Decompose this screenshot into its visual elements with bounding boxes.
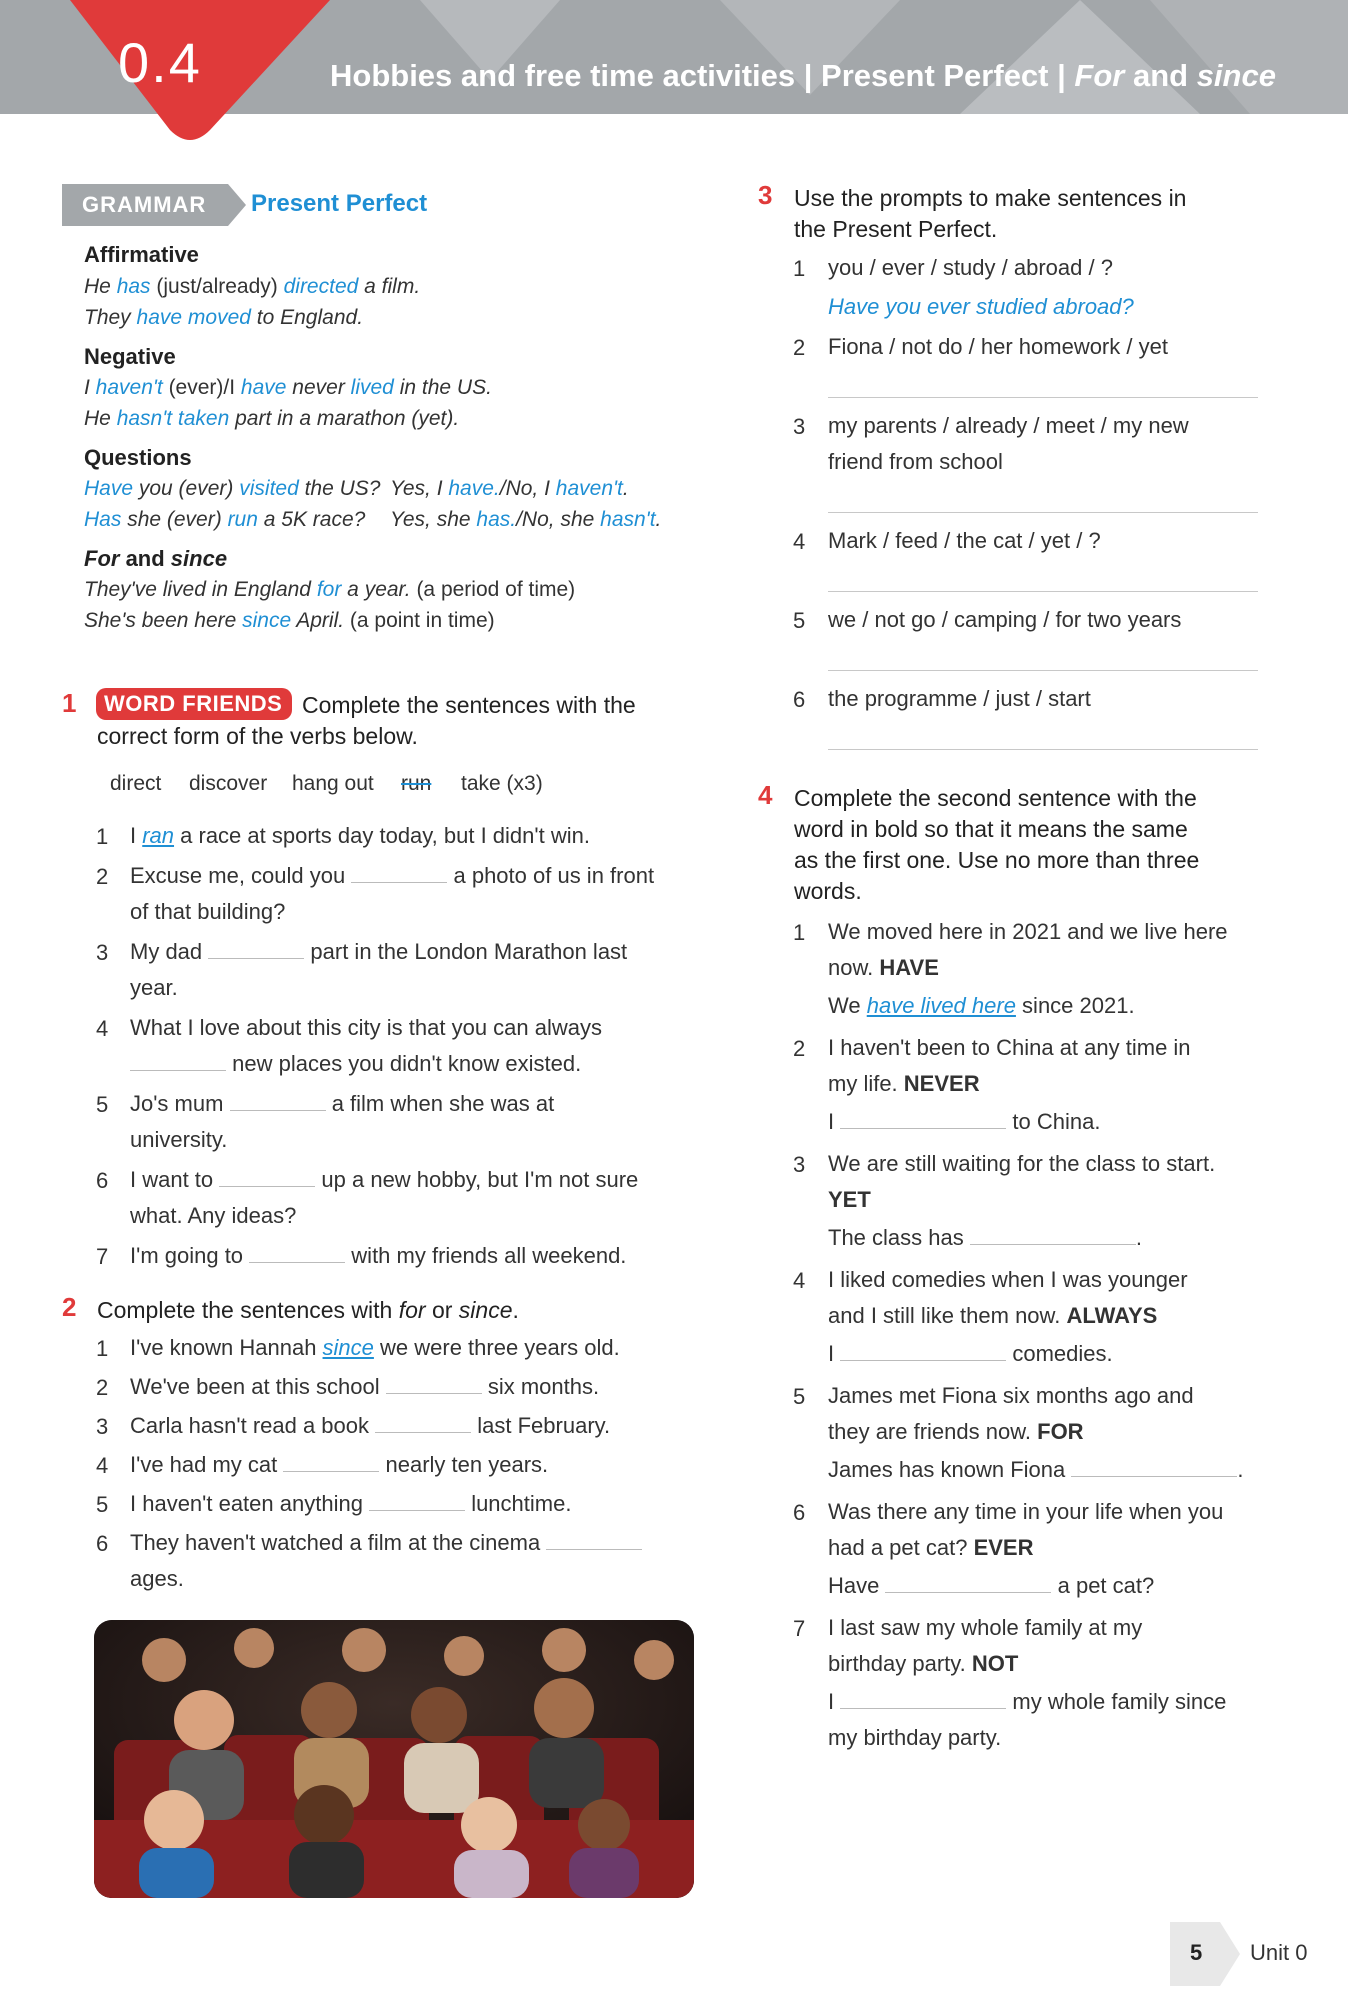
exercise-4-instruction-2: word in bold so that it means the same bbox=[794, 816, 1188, 842]
ex1-item-1: I ran a race at sports day today, but I didn't win. bbox=[130, 823, 590, 848]
ex1-item-6-cont: what. Any ideas? bbox=[130, 1203, 297, 1228]
ex3-item-1: you / ever / study / abroad / ? bbox=[828, 255, 1113, 280]
exercise-4-instruction-1: Complete the second sentence with the bbox=[794, 785, 1197, 811]
ex2-item-2: We've been at this school six months. bbox=[130, 1374, 600, 1399]
ex4-item-1-answer: We have lived here since 2021. bbox=[828, 993, 1135, 1018]
ex1-item-2-cont: of that building? bbox=[130, 899, 286, 924]
for-since-line-1: They've lived in England for a year. (a period of time) bbox=[84, 578, 576, 601]
ex4-item-2-number: 2 bbox=[793, 1036, 806, 1061]
cinema-audience-photo bbox=[94, 1620, 694, 1898]
affirmative-heading: Affirmative bbox=[84, 242, 199, 267]
ex4-item-4-number: 4 bbox=[793, 1268, 806, 1293]
ex4-item-1-number: 1 bbox=[793, 920, 806, 945]
ex3-item-6-number: 6 bbox=[793, 687, 806, 712]
ex1-item-6-number: 6 bbox=[96, 1168, 109, 1193]
exercise-4-instruction-4: words. bbox=[794, 878, 862, 904]
exercise-3-instruction-2: the Present Perfect. bbox=[794, 216, 998, 242]
ex1-item-7-gap[interactable] bbox=[249, 1261, 345, 1263]
ex4-item-5-cont: they are friends now. FOR bbox=[828, 1419, 1084, 1444]
ex2-item-2-number: 2 bbox=[96, 1375, 109, 1400]
ex4-item-6-number: 6 bbox=[793, 1500, 806, 1525]
ex4-item-7-answer: I my whole family since bbox=[828, 1689, 1227, 1714]
ex1-item-6-gap[interactable] bbox=[219, 1185, 315, 1187]
ex3-item-4: Mark / feed / the cat / yet / ? bbox=[828, 528, 1101, 553]
exercise-4-number: 4 bbox=[758, 780, 773, 810]
negative-line-2: He hasn't taken part in a marathon (yet). bbox=[84, 407, 460, 430]
ex4-item-1: We moved here in 2021 and we live here bbox=[828, 919, 1228, 944]
ex4-item-3-gap[interactable] bbox=[970, 1243, 1136, 1245]
ex4-item-4-gap[interactable] bbox=[840, 1359, 1006, 1361]
ex4-item-7: I last saw my whole family at my bbox=[828, 1615, 1143, 1640]
page-number-badge bbox=[1170, 1922, 1240, 1986]
ex3-item-5: we / not go / camping / for two years bbox=[828, 607, 1182, 632]
ex1-item-6: I want to up a new hobby, but I'm not sure bbox=[130, 1167, 639, 1192]
ex1-item-3-number: 3 bbox=[96, 940, 109, 965]
ex1-item-2: Excuse me, could you a photo of us in front bbox=[130, 863, 655, 888]
ex1-item-4-number: 4 bbox=[96, 1016, 109, 1041]
ex4-item-3-answer: The class has . bbox=[828, 1225, 1142, 1250]
for-since-line-2: She's been here since April. (a point in time) bbox=[84, 609, 495, 632]
grammar-title: Present Perfect bbox=[251, 190, 428, 217]
ex3-item-2-number: 2 bbox=[793, 335, 806, 360]
negative-line-1: I haven't (ever)/I have never lived in the US. bbox=[84, 376, 492, 399]
word-run: run bbox=[401, 772, 432, 795]
ex4-item-2: I haven't been to China at any time in bbox=[828, 1035, 1191, 1060]
ex2-item-3-gap[interactable] bbox=[375, 1431, 471, 1433]
ex1-item-4: What I love about this city is that you can always bbox=[130, 1015, 603, 1040]
ex4-item-6-answer: Have a pet cat? bbox=[828, 1573, 1155, 1598]
ex4-item-3: We are still waiting for the class to start. bbox=[828, 1151, 1216, 1176]
word-friends-label: WORD FRIENDS bbox=[104, 691, 283, 716]
ex2-item-5: I haven't eaten anything lunchtime. bbox=[130, 1491, 572, 1516]
ex4-item-5: James met Fiona six months ago and bbox=[828, 1383, 1194, 1408]
ex3-item-6-answer-line[interactable] bbox=[828, 749, 1258, 750]
ex4-item-5-gap[interactable] bbox=[1071, 1475, 1237, 1477]
ex3-item-6: the programme / just / start bbox=[828, 686, 1091, 711]
ex2-item-4: I've had my cat nearly ten years. bbox=[130, 1452, 549, 1477]
affirmative-line-1: He has (just/already) directed a film. bbox=[84, 275, 421, 298]
ex2-item-1-number: 1 bbox=[96, 1336, 109, 1361]
ex4-item-2-cont: my life. NEVER bbox=[828, 1071, 980, 1096]
exercise-1-number: 1 bbox=[62, 688, 77, 718]
ex3-item-2-answer-line[interactable] bbox=[828, 397, 1258, 398]
ex4-item-6-gap[interactable] bbox=[885, 1591, 1051, 1593]
ex3-item-1-answer: Have you ever studied abroad? bbox=[828, 294, 1134, 319]
questions-heading: Questions bbox=[84, 445, 192, 470]
ex3-item-2: Fiona / not do / her homework / yet bbox=[828, 334, 1168, 359]
ex1-item-4-cont: new places you didn't know existed. bbox=[130, 1046, 581, 1082]
ex1-item-5-gap[interactable] bbox=[230, 1109, 326, 1111]
question-2: Has she (ever) run a 5K race? bbox=[84, 508, 366, 531]
ex4-item-3-number: 3 bbox=[793, 1152, 806, 1177]
word-hang-out: hang out bbox=[292, 772, 374, 795]
ex1-item-3-gap[interactable] bbox=[208, 957, 304, 959]
answer-1: Yes, I have./No, I haven't. bbox=[390, 477, 629, 500]
question-1: Have you (ever) visited the US? bbox=[84, 477, 381, 500]
ex4-item-4-answer: I comedies. bbox=[828, 1341, 1113, 1366]
exercise-1-instruction-2: correct form of the verbs below. bbox=[97, 723, 418, 749]
ex4-item-5-answer: James has known Fiona . bbox=[828, 1457, 1244, 1482]
ex2-item-3: Carla hasn't read a book last February. bbox=[130, 1413, 611, 1438]
ex1-item-5-cont: university. bbox=[130, 1127, 228, 1152]
ex2-item-6-number: 6 bbox=[96, 1531, 109, 1556]
ex2-item-6-cont: ages. bbox=[130, 1566, 184, 1591]
ex1-item-7: I'm going to with my friends all weekend. bbox=[130, 1243, 627, 1268]
ex4-item-6-cont: had a pet cat? EVER bbox=[828, 1535, 1034, 1560]
ex2-item-5-number: 5 bbox=[96, 1492, 109, 1517]
ex2-item-3-number: 3 bbox=[96, 1414, 109, 1439]
ex2-item-6: They haven't watched a film at the cinema bbox=[130, 1525, 642, 1561]
ex3-item-3-number: 3 bbox=[793, 414, 806, 439]
ex4-item-1-cont: now. HAVE bbox=[828, 955, 939, 980]
ex3-item-1-number: 1 bbox=[793, 256, 806, 281]
ex4-item-7-cont: birthday party. NOT bbox=[828, 1651, 1019, 1676]
ex3-item-3-answer-line[interactable] bbox=[828, 512, 1258, 513]
ex1-item-3-cont: year. bbox=[130, 975, 178, 1000]
ex1-item-1-number: 1 bbox=[96, 824, 109, 849]
ex2-item-6-gap[interactable] bbox=[546, 1548, 642, 1550]
ex4-item-6: Was there any time in your life when you bbox=[828, 1499, 1224, 1524]
word-take: take (x3) bbox=[461, 772, 543, 795]
ex4-item-2-gap[interactable] bbox=[840, 1127, 1006, 1129]
ex4-item-7-answer-cont: my birthday party. bbox=[828, 1725, 1002, 1750]
ex2-item-1: I've known Hannah since we were three years old. bbox=[130, 1335, 620, 1360]
ex1-item-4-gap[interactable] bbox=[130, 1069, 226, 1071]
exercise-2-instruction: Complete the sentences with for or since. bbox=[97, 1297, 519, 1323]
grammar-tag-label: GRAMMAR bbox=[82, 192, 207, 217]
ex1-item-5: Jo's mum a film when she was at bbox=[130, 1091, 555, 1116]
ex1-item-2-number: 2 bbox=[96, 864, 109, 889]
ex3-item-3-cont: friend from school bbox=[828, 449, 1003, 474]
page-title: Hobbies and free time activities | Present Perfect | For and since bbox=[330, 58, 1276, 93]
unit-label: Unit 0 bbox=[1250, 1940, 1308, 1965]
ex3-item-3: my parents / already / meet / my new bbox=[828, 413, 1189, 438]
exercise-1-instruction-1: Complete the sentences with the bbox=[302, 692, 636, 718]
for-since-heading: For and since bbox=[84, 546, 228, 571]
ex2-item-4-number: 4 bbox=[96, 1453, 109, 1478]
ex2-item-5-gap[interactable] bbox=[369, 1509, 465, 1511]
negative-heading: Negative bbox=[84, 344, 176, 369]
ex1-item-2-gap[interactable] bbox=[351, 881, 447, 883]
exercise-3-instruction-1: Use the prompts to make sentences in bbox=[794, 185, 1187, 211]
ex1-item-7-number: 7 bbox=[96, 1244, 109, 1269]
ex4-item-7-number: 7 bbox=[793, 1616, 806, 1641]
ex2-item-4-gap[interactable] bbox=[283, 1470, 379, 1472]
exercise-4-instruction-3: as the first one. Use no more than three bbox=[794, 847, 1200, 873]
word-direct: direct bbox=[110, 772, 162, 795]
ex3-item-5-number: 5 bbox=[793, 608, 806, 633]
ex4-item-3-keyword: YET bbox=[828, 1187, 871, 1212]
ex4-item-7-gap[interactable] bbox=[840, 1707, 1006, 1709]
ex4-item-4: I liked comedies when I was younger bbox=[828, 1267, 1188, 1292]
ex3-item-4-number: 4 bbox=[793, 529, 806, 554]
exercise-2-number: 2 bbox=[62, 1292, 77, 1322]
ex3-item-5-answer-line[interactable] bbox=[828, 670, 1258, 671]
ex4-item-5-number: 5 bbox=[793, 1384, 806, 1409]
ex4-item-2-answer: I to China. bbox=[828, 1109, 1101, 1134]
ex3-item-4-answer-line[interactable] bbox=[828, 591, 1258, 592]
answer-2: Yes, she has./No, she hasn't. bbox=[390, 508, 662, 531]
ex2-item-2-gap[interactable] bbox=[386, 1392, 482, 1394]
page-number: 5 bbox=[1190, 1940, 1203, 1965]
exercise-3-number: 3 bbox=[758, 180, 773, 210]
affirmative-line-2: They have moved to England. bbox=[84, 306, 364, 329]
ex1-item-3: My dad part in the London Marathon last bbox=[130, 939, 628, 964]
unit-number: 0.4 bbox=[118, 31, 202, 94]
ex1-item-5-number: 5 bbox=[96, 1092, 109, 1117]
word-discover: discover bbox=[189, 772, 268, 795]
ex4-item-4-cont: and I still like them now. ALWAYS bbox=[828, 1303, 1158, 1328]
